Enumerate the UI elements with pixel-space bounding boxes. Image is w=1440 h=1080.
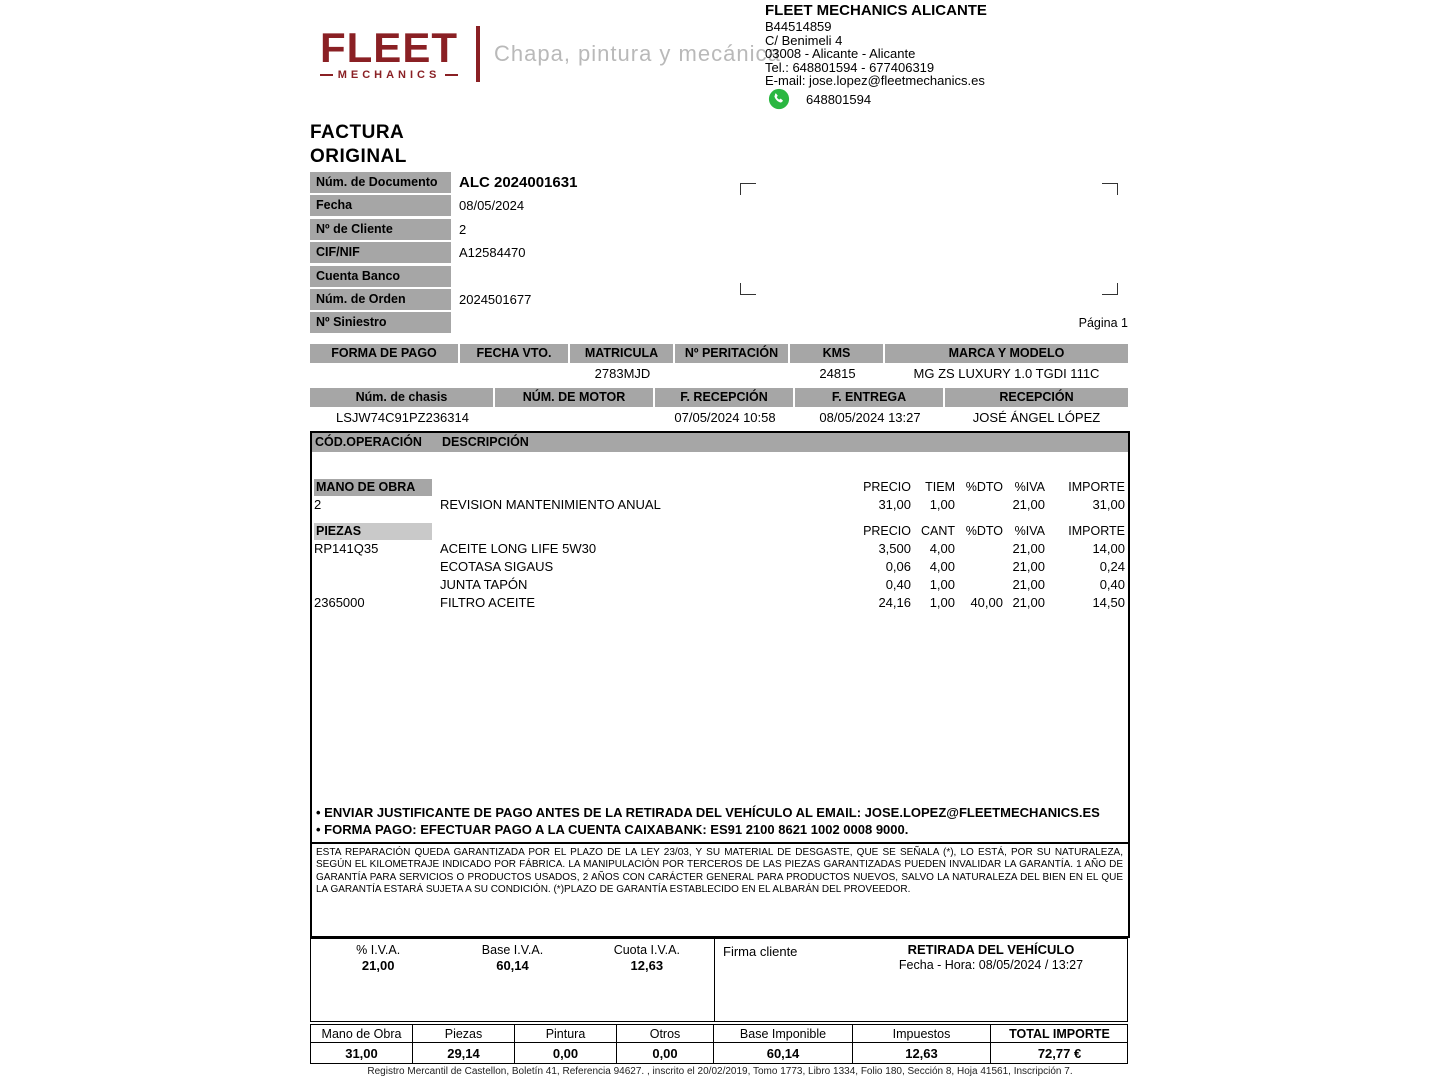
- logo-mechanics-text: MECHANICS: [320, 69, 458, 81]
- company-phones: Tel.: 648801594 - 677406319: [765, 59, 935, 75]
- total-value-piezas: 29,14: [412, 1042, 514, 1063]
- whatsapp-number: 648801594: [806, 91, 872, 107]
- total-label-mano-obra: Mano de Obra: [310, 1024, 412, 1042]
- parts-section-label: PIEZAS: [314, 523, 432, 540]
- docinfo-value-cif: A12584470: [459, 245, 526, 261]
- labor-col-iva: %IVA: [1014, 480, 1045, 494]
- parts-row: [312, 540, 1128, 558]
- total-label-piezas: Piezas: [412, 1024, 514, 1042]
- header-matricula: MATRICULA: [570, 344, 675, 363]
- corner-bottom-left: [740, 283, 756, 295]
- line-items-header: [312, 433, 1128, 452]
- totals-table: [310, 1024, 1128, 1064]
- parts-row: [312, 594, 1128, 612]
- parts-row-importe: 14,00: [1092, 541, 1125, 556]
- labor-row-desc: REVISION MANTENIMIENTO ANUAL: [440, 497, 661, 512]
- parts-row-dto: [955, 576, 1003, 594]
- value-chasis: LSJW74C91PZ236314: [336, 410, 469, 425]
- docinfo-label: Nº de Cliente: [310, 219, 451, 240]
- docinfo-label: Cuenta Banco: [310, 266, 451, 287]
- note-justificante: • ENVIAR JUSTIFICANTE DE PAGO ANTES DE LA RETIRADA DEL VEHÍCULO AL EMAIL: JOSE.LOPEZ@FLEETMECHANICS.ES: [316, 805, 1100, 821]
- parts-row-precio: 24,16: [878, 595, 911, 610]
- parts-row-precio: 3,500: [878, 541, 911, 556]
- parts-row-importe: 14,50: [1092, 595, 1125, 610]
- parts-row-cant: 1,00: [929, 577, 955, 592]
- value-marca-modelo: MG ZS LUXURY 1.0 TGDI 111C: [913, 366, 1100, 381]
- corner-bottom-right: [1102, 283, 1118, 295]
- logo-divider-bar: [476, 26, 480, 82]
- total-value-total-importe: 72,77 €: [990, 1042, 1128, 1063]
- header-motor: NÚM. DE MOTOR: [495, 388, 655, 407]
- total-value-mano-obra: 31,00: [310, 1042, 412, 1063]
- firma-cliente-label: Firma cliente: [723, 944, 798, 959]
- docinfo-label: Núm. de Documento: [310, 172, 451, 193]
- logo-fleet-text: FLEET: [320, 23, 458, 71]
- company-address: C/ Benimeli 4: [765, 32, 843, 48]
- value-entrega: 08/05/2024 13:27: [819, 410, 921, 425]
- iva-percent-value: 21,00: [361, 958, 395, 973]
- total-value-impuestos: 12,63: [852, 1042, 990, 1063]
- header-descripcion: DESCRIPCIÓN: [442, 435, 529, 449]
- parts-col-precio: PRECIO: [863, 524, 911, 538]
- logo-wordmark: [320, 23, 458, 81]
- total-label-otros: Otros: [616, 1024, 713, 1042]
- total-label-impuestos: Impuestos: [852, 1024, 990, 1042]
- docinfo-value-orden: 2024501677: [459, 291, 532, 307]
- total-value-pintura: 0,00: [514, 1042, 616, 1063]
- parts-row-code: [314, 576, 440, 594]
- parts-row-importe: 0,40: [1099, 577, 1125, 592]
- vehicle-table-values: [310, 407, 1128, 428]
- parts-row: [312, 576, 1128, 594]
- company-city: 03008 - Alicante - Alicante: [765, 46, 916, 62]
- company-info-block: [765, 4, 1125, 87]
- logo-tagline: Chapa, pintura y mecánica: [494, 41, 781, 66]
- company-email: E-mail: jose.lopez@fleetmechanics.es: [765, 73, 985, 89]
- base-iva-cell: [445, 943, 579, 973]
- payment-table-header: [310, 344, 1128, 363]
- parts-row-iva: 21,00: [1012, 541, 1045, 556]
- value-recepcion-fecha: 07/05/2024 10:58: [674, 410, 776, 425]
- docinfo-value-documento: ALC 2024001631: [459, 174, 578, 191]
- header-entrega: F. ENTREGA: [795, 388, 945, 407]
- value-recepcion: JOSÉ ÁNGEL LÓPEZ: [972, 410, 1101, 425]
- docinfo-label: Fecha: [310, 195, 451, 216]
- parts-row-code: 2365000: [314, 595, 365, 610]
- signature-area: [714, 939, 1127, 1021]
- parts-col-cant: CANT: [920, 524, 955, 538]
- labor-col-dto: %DTO: [965, 480, 1003, 494]
- iva-percent-cell: [311, 943, 445, 973]
- labor-row-code: 2: [314, 497, 322, 512]
- address-window-marks: [740, 183, 1118, 295]
- header-recepcion-fecha: F. RECEPCIÓN: [655, 388, 795, 407]
- header-recepcion: RECEPCIÓN: [945, 388, 1128, 407]
- logo-rule-left: [320, 74, 333, 76]
- total-label-base-imponible: Base Imponible: [713, 1024, 852, 1042]
- note-forma-pago: • FORMA PAGO: EFECTUAR PAGO A LA CUENTA CAIXABANK: ES91 2100 8621 1002 0008 9000.: [316, 822, 909, 838]
- payment-table: [310, 344, 1128, 384]
- total-value-base-imponible: 60,14: [713, 1042, 852, 1063]
- labor-col-tiem: TIEM: [925, 480, 955, 494]
- value-matricula: 2783MJD: [594, 366, 651, 381]
- docinfo-value-fecha: 08/05/2024: [459, 198, 525, 214]
- title-factura: FACTURA: [310, 122, 405, 143]
- payment-notes: [312, 804, 1128, 842]
- base-iva-value: 60,14: [496, 958, 529, 973]
- header-peritacion: Nº PERITACIÓN: [675, 344, 790, 363]
- parts-row-desc: FILTRO ACEITE: [440, 595, 536, 610]
- warranty-legal-text: ESTA REPARACIÓN QUEDA GARANTIZADA POR EL PLAZO DE LA LEY 23/03, Y SU MATERIAL DE DESGASTE, QUE SE SEÑALA (*), LO ESTÁ, POR SU NATURALEZA, SEGÚN EL KILOMETRAJE INDICADO POR FÁBRICA. LA MANIPULACIÓN POR TERCEROS DE LAS PIEZAS GARANTIZADAS PUEDEN INVALIDAR LA GARANTÍA. 1 AÑO DE GARANTÍA PARA SERVICIOS O PRODUCTOS USADOS, 2 AÑOS CON CARÁCTER GENERAL PARA PRODUCTOS NUEVOS, SALVO LA NATURALEZA DEL BIEN EN EL QUE LA GARANTÍA ESTARÁ SUJETA A SU CONDICIÓN. (*)PLAZO DE GARANTÍA ESTABLECIDO EN EL ALBARÁN DEL PROVEEDOR.: [312, 842, 1128, 900]
- labor-row-iva: 21,00: [1012, 497, 1045, 512]
- labor-col-precio: PRECIO: [863, 480, 911, 494]
- value-fecha-vto: [460, 363, 570, 384]
- vehicle-table: [310, 388, 1128, 428]
- parts-row-precio: 0,40: [885, 577, 911, 592]
- totals-header-row: [310, 1024, 1127, 1042]
- header-cod-operacion: CÓD.OPERACIÓN: [315, 435, 422, 449]
- value-kms: 24815: [819, 366, 856, 381]
- parts-row-code: RP141Q35: [314, 541, 379, 556]
- parts-row-desc: ACEITE LONG LIFE 5W30: [440, 541, 597, 556]
- parts-row-iva: 21,00: [1012, 559, 1045, 574]
- spacer: [312, 452, 1128, 478]
- value-motor: [495, 407, 655, 428]
- company-cif: B44514859: [765, 19, 832, 35]
- whatsapp-contact: [768, 88, 871, 110]
- parts-row-desc: ECOTASA SIGAUS: [440, 559, 554, 574]
- company-logo: [320, 23, 781, 82]
- whatsapp-icon: [768, 88, 790, 110]
- cuota-iva-value: 12,63: [630, 958, 664, 973]
- iva-summary-box: [310, 938, 1128, 1022]
- header-forma-pago: FORMA DE PAGO: [310, 344, 460, 363]
- header-chasis: Núm. de chasis: [310, 388, 495, 407]
- registry-footer: Registro Mercantil de Castellon, Boletín 41, Referencia 94627. , inscrito el 20/02/2019, Tomo 1773, Libro 1334, Folio 180, Sección 8, Hoja 41561, Inscripción 7.: [367, 1066, 1073, 1077]
- total-label-total-importe: TOTAL IMPORTE: [990, 1024, 1128, 1042]
- docinfo-label: Nº Siniestro: [310, 312, 451, 333]
- parts-row-dto: [955, 540, 1003, 558]
- labor-row-importe: 31,00: [1092, 497, 1125, 512]
- labor-section-row: [312, 478, 1128, 496]
- docinfo-value-cliente: 2: [459, 221, 467, 237]
- header-fecha-vto: FECHA VTO.: [460, 344, 570, 363]
- total-value-otros: 0,00: [616, 1042, 713, 1063]
- payment-table-values: [310, 363, 1128, 384]
- labor-row: [312, 496, 1128, 514]
- parts-row-code: [314, 558, 440, 576]
- company-name: FLEET MECHANICS ALICANTE: [765, 2, 987, 19]
- parts-row-precio: 0,06: [885, 559, 911, 574]
- total-label-pintura: Pintura: [514, 1024, 616, 1042]
- parts-col-iva: %IVA: [1014, 524, 1045, 538]
- header-kms: KMS: [790, 344, 885, 363]
- docinfo-label: CIF/NIF: [310, 242, 451, 263]
- iva-summary: [311, 939, 714, 1021]
- docinfo-row-siniestro: [310, 312, 1128, 333]
- value-peritacion: [675, 363, 790, 384]
- parts-row-iva: 21,00: [1012, 577, 1045, 592]
- iva-percent-label: % I.V.A.: [356, 943, 401, 957]
- labor-col-importe: IMPORTE: [1068, 480, 1125, 494]
- parts-row-iva: 21,00: [1012, 595, 1045, 610]
- page-number: Página 1: [1078, 316, 1128, 330]
- corner-top-left: [740, 183, 756, 195]
- parts-row-cant: 4,00: [929, 559, 955, 574]
- parts-row-dto: 40,00: [970, 595, 1003, 610]
- cuota-iva-label: Cuota I.V.A.: [613, 943, 680, 957]
- retirada-title: RETIRADA DEL VEHÍCULO: [907, 942, 1075, 957]
- line-items-box: [310, 431, 1130, 938]
- retirada-datetime: Fecha - Hora: 08/05/2024 / 13:27: [898, 958, 1084, 972]
- value-forma-pago: [310, 363, 460, 384]
- docinfo-label: Núm. de Orden: [310, 289, 451, 310]
- totals-values-row: [310, 1042, 1127, 1063]
- base-iva-label: Base I.V.A.: [481, 943, 544, 957]
- labor-row-precio: 31,00: [878, 497, 911, 512]
- parts-row: [312, 558, 1128, 576]
- parts-col-importe: IMPORTE: [1068, 524, 1125, 538]
- labor-row-tiem: 1,00: [929, 497, 955, 512]
- vehicle-table-header: [310, 388, 1128, 407]
- labor-row-dto: [955, 496, 1003, 514]
- corner-top-right: [1102, 183, 1118, 195]
- header-marca-modelo: MARCA Y MODELO: [885, 344, 1128, 363]
- spacer: [312, 900, 1128, 936]
- spacer: [312, 514, 1128, 522]
- parts-row-cant: 4,00: [929, 541, 955, 556]
- document-title: [310, 121, 407, 169]
- cuota-iva-cell: [580, 943, 714, 973]
- parts-row-cant: 1,00: [929, 595, 955, 610]
- parts-row-dto: [955, 558, 1003, 576]
- parts-section-row: [312, 522, 1128, 540]
- parts-row-importe: 0,24: [1099, 559, 1125, 574]
- title-original: ORIGINAL: [310, 146, 407, 167]
- parts-row-desc: JUNTA TAPÓN: [440, 577, 528, 592]
- logo-rule-right: [445, 74, 458, 76]
- spacer: [312, 612, 1128, 804]
- labor-section-label: MANO DE OBRA: [314, 479, 432, 496]
- retirada-vehiculo: [855, 939, 1127, 1021]
- parts-col-dto: %DTO: [965, 524, 1003, 538]
